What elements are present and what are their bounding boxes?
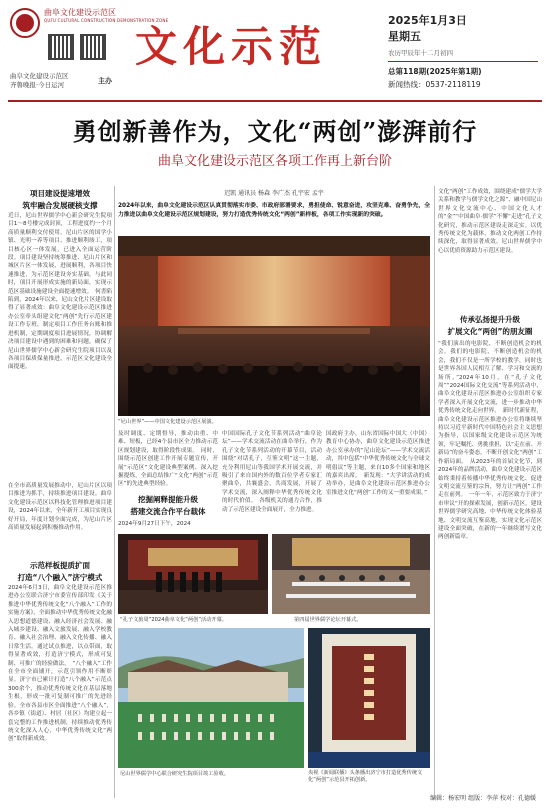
issue-number: 总第118期(2025年第1期) <box>388 67 482 76</box>
date-block <box>388 12 538 90</box>
photo-tv-report <box>308 628 430 768</box>
article-text: 国政府主办，山东省国际中国大（中国）教育中心协办，曲阜文化建设示范区推进办公室承办的“尼山论坛”——学术交流活动，其中包括“中华优秀传统文化与全球文明倡议”等主题，来自10多个国家和地区的嘉宾出席。 新发现：“大学讲活动的成功举办，是曲阜文化建设示范区推进办公室推进文化“两创”工作的又一重要成果。” <box>326 431 430 496</box>
subheadline: 曲阜文化建设示范区各项工作再上新台阶 <box>157 154 392 169</box>
org-en: QUFU CULTURAL CONSTRUCTION DEMONSTRATION ZONE <box>44 18 169 23</box>
seal-icon <box>10 8 40 38</box>
photo-caption: 央视《新闻联播》头条播出济宁市打造优秀传统文化“两创”示范县开拓创新。 <box>308 770 423 783</box>
headline: 勇创新善作为，文化“两创”澎湃前行 <box>72 117 478 146</box>
article-text: “我们演出的电影院，不断创造机会的机会。我们的电影院，不断创造机会的机会，我们不仅是一所学校的教学，同时也是世界各国人民相互了解、学习和交流的场所。”2024年10月，在“孔子文化周”“2024国际文化交流”等系列活动中，曲阜文化建设示范区推进办公室组织专家学者深入开展文化交流，进一步推动中华优秀传统文化走向世界。 新时代新征程，曲阜文化建设示范区推进办公室将继续坚持以习近平新时代中国特色社会主义思想为指导，以国家级文化建设示范区为统领，牢记嘱托、勇挑重担，以“走在前、开新局”的奋斗姿态，不断开创文化“两创”工作新局面。 从2023年的首届文化节，到2024年的品牌活动，曲阜文化建设示范区始终秉持着传播中华优秀传统文化、促进文明交流互鉴的宗旨，努力让“两创”工作走在前列。 一年一年，示范区致力于济宁市审议“开的探索发展，创新示范区，建设世界儒学研究高地、中华传统文化体验基地、文明交流互鉴高地，实现文化示范区建设全面突破，在新的一年继续谱写文化两创新篇章。 <box>438 341 542 541</box>
article-text: 中国国际孔子文化节系列活动“曲阜论坛”——学术交流活动在曲阜举行，作为孔子文化节系列活动的开幕节目，活动围绕“对话孔子，互鉴文明”这一主题，充分利用尼山等我国学术开展交流，并吸引了来自国内外的数百位学者专家汇聚曲阜，共襄盛会，共商发展，开展了学术交流，深入阐释中华优秀传统文化的时代价值。 各级机关的通力合作，推动了示范区建设全面展开，全力推进。 <box>222 431 322 513</box>
column-divider <box>114 186 115 798</box>
photo-caption: “孔子文旅周”2024曲阜文化“两创”活动开幕。 <box>120 617 227 623</box>
photo-forum <box>272 534 430 614</box>
sponsor-line: 曲阜文化建设示范区 <box>10 72 69 80</box>
lede: 2024年以来，曲阜文化建设示范区认真贯彻落实市委、市政府部署要求，勇担使命、锐意奋进，攻坚克难、奋勇争先，全力推进以曲阜文化建设示范区规划建设，努力打造优秀传统文化“两创”新样板，各项工作实现新的突破。 <box>118 203 430 218</box>
weekday: 星期五 <box>388 30 421 43</box>
news-hotline: 新闻热线：0537-2118119 <box>388 80 481 89</box>
byline: 迟凯 通讯员 杨森 李广杰 孔宇宏 孟宇 <box>224 190 324 197</box>
article-text: 2024年6月3日，曲阜文化建设示范区推进办公室联合济宁市委宣传部印发《关于推进中华优秀传统文化“八个融入”工作的实施方案》，全面推动中华优秀传统文化融入思想道德建设、融入经济社会发展、融入城乡建设、融入文旅发展、融入学校教育、融入社会治理、融入文化传播、融入日常生活。通过试点推进，以点带面，取得显著成效，打造济宁模式，形成可复制、可推广的经验做法。 “八个融入”工作在全市全面铺开，示范引领作用不断彰显。济宁市已累计打造“八个融入”示范点300余个，推动优秀传统文化在基层落地生根，形成一批可复制可推广的先进经验。全市各县市区全面推进“八个融入”，各乡镇（街道）、村居（社区）均建立起一套完整的工作推进机制，持续推动优秀传统文化深入人心，中华优秀传统文化“两创”取得新成效。 <box>8 585 112 743</box>
masthead <box>0 0 550 98</box>
section-subtitle: 搭建交流合作平台载体 <box>130 507 206 516</box>
section-title: 挖掘阐释提能升级 <box>138 495 198 504</box>
article-text: 2024年9月27日下午，2024 <box>118 521 191 527</box>
qr-code-icon <box>48 34 74 60</box>
sponsor-list <box>10 72 69 90</box>
photo-illustration <box>118 236 430 416</box>
sponsor-line: 齐鲁晚报·今日运河 <box>10 81 65 89</box>
section-title: 传承弘扬提升升级 <box>460 315 520 324</box>
article-text: 在全市高质量发展推动中，尼山片区以项目推进为抓手，持续推进项目建设。曲阜文化建设示范区以科技化管理推进项目建设，2024年以来，全年新开工项目实现良好开局，年度计划全面完成，为尼山片区高质量发展起到积极推动作用。 <box>8 483 112 532</box>
section-title: 示范样板提质扩面 <box>30 561 90 570</box>
editors-credit: 编辑：杨宏明 组版：李萍 校对：孔德媛 <box>430 795 536 802</box>
org-name: 曲阜文化建设示范区 <box>44 8 116 17</box>
photo-illustration <box>272 534 430 614</box>
article-text: 及时调度、定期督导，推动由重、中难、短板，已经4个县市区全力推动示范区规划建设，取得阶段性成果。 同时，围绕示范区创建工作开展专题宣传，开展“示范区”文化建设典型案例、深入挖掘提炼，全面总结推广“文化“两创”示范区”的先进典型经验。 <box>118 431 218 488</box>
photo-campus <box>118 628 304 768</box>
newspaper-logo: 文化示范 <box>135 22 328 71</box>
photo-illustration <box>118 534 268 614</box>
photo-caption: “尼山世界”——中国文化建设示范区展演。 <box>118 419 217 425</box>
photo-caption: 尼山世界儒学中心联合研究生院项目竣工验收。 <box>120 771 229 777</box>
photo-illustration <box>118 628 304 768</box>
article-text: 近日，尼山世界儒学中心新会研究生院项目1～8号楼完成封顶，工程进度约一个月高质量顺利交付使用。尼山片区的国学小镇、光明一养等项目、推进顺利竣工，项目核心区一体发展，已进入全面运营阶段。项目建设坚持统筹推进、尼山片区和城区片区一体发展，进展顺利，各项目快速推进，为示范区建设夯实基础。与此同时，项目开展形成实施的新局面，实现示范区基础设施建设全面提速增效。 何書陷陷到，2024年以来，尼山文化片区建设取得了显著成效：曲阜文化建设示范区推进办公室牵头组建文化“两创”先行示范区建设工作专班，制定项目工作任务台账和推进机制，定期调度项目进展情况，协调解决项目建设中遇到的困难和问题，确保了尼山世界儒学中心新会研究生院项目以及各项目保质保量推进，示范区文化建设全面提速。 <box>8 213 112 371</box>
photo-stage-event <box>118 236 430 416</box>
divider <box>388 61 538 62</box>
org-block <box>44 8 169 24</box>
article-text: 文化“两创”工作成效，围绕建成“儒学大学关系和教学与儒学文化之源”、融中国尼山世界文化交流中心、中国文化人才的“金”“中国曲阜·儒学”不懈“走进”孔子文化研究，推动示范区建设走深走实。以优秀传统文化为载体，推动文化两创工作持续深化，取得显著成效。尼山世界儒学中心以优质资源助力示范区建设。 <box>438 189 542 254</box>
photo-caption: 第四届世界儒学论坛开幕式。 <box>294 617 362 623</box>
photo-illustration <box>308 628 430 768</box>
section-subtitle: 扩展文化“两创”的朋友圈 <box>447 327 533 336</box>
photo-ceremony <box>118 534 268 614</box>
column-divider <box>434 186 435 798</box>
section-subtitle: 筑牢融合发展硬核支撑 <box>22 201 98 210</box>
lunar-date: 农历甲辰年十二月初四 <box>388 49 453 57</box>
masthead-rule <box>8 100 542 102</box>
issue-date: 2025年1月3日 <box>388 14 467 27</box>
section-subtitle: 打造“八个融入”济宁模式 <box>17 573 103 582</box>
qr-code-icon <box>80 34 106 60</box>
section-title: 项目建设提速增效 <box>30 189 90 198</box>
host-label: 主办 <box>98 77 112 85</box>
